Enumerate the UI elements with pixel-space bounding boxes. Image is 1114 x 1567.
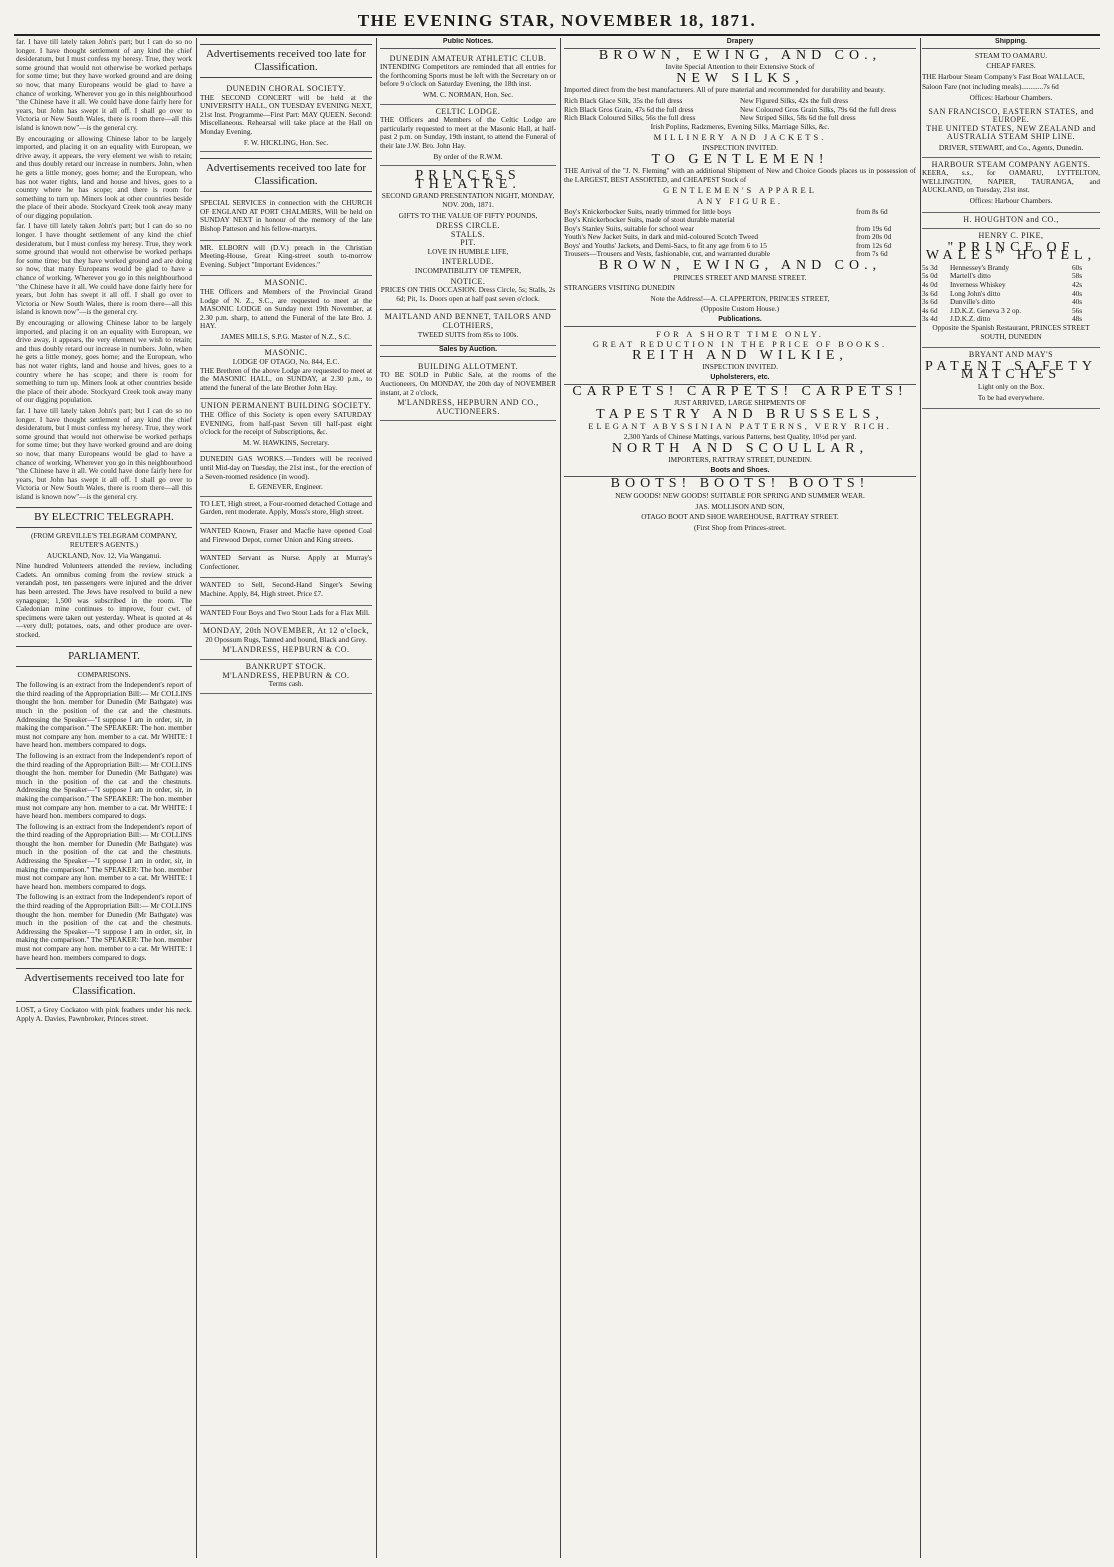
table-cell: 5s 3d (922, 262, 938, 272)
ad-union (200, 399, 372, 452)
table-cell: Rich Black Glace Silk, 35s the full dress (564, 95, 683, 105)
ad-title: BUILDING ALLOTMENT. (417, 361, 518, 371)
table-cell: New Coloured Gros Grain Silks, 79s 6d the full dress (740, 104, 897, 114)
parliament-text: The following is an extract from the Independent's report of the third reading of the Appropriation Bill:— Mr COLLINS thought the hon. member for Dunedin (Mr Bathgate) was much in the position of the cat and the chestnuts. Addressing the Speaker—"I suppose I am in order, sir, in making the comparison." The SPEAKER: The hon. member must not compare any hon. member to a cat. Mr WHITE: I have heard hon. members compared to dogs. (16, 821, 192, 891)
custom-house: (Opposite Custom House.) (700, 304, 780, 314)
table-cell: Inverness Whiskey (950, 280, 1006, 290)
table-cell: Boy's Stanley Suits, suitable for school wear (564, 223, 695, 233)
boys-table (564, 208, 916, 260)
table-cell: 3s 6d (922, 297, 938, 307)
ad-athletic (380, 52, 556, 105)
body-text: far. I have till lately taken John's part; but I can do so no longer. I have thought settlement of any kind the chief desideratum, but I must confess my heresy. True, they work some ground that would not otherwise be worked perhaps for some time; but they have worked ground and are doing so now, that many Europeans would be glad to have a chance of working. Wherever you go in this neighbourhood "the Chinese have it all. We could have done fairly here for years, but John has swept it all off. I shall go over to Victoria or New South Wales, there is room there—all this island is known now"—is the general cry. (16, 38, 192, 132)
ad-text: WANTED to Sell, Second-Hand Singer's Sewing Machine. Apply, 84, High street. Price £7. (200, 580, 372, 598)
ad-wanted (200, 551, 372, 578)
firm-name: BROWN, EWING, AND CO., (598, 47, 882, 63)
pit: PIT. (460, 238, 476, 248)
ad-terms: Terms cash. (268, 679, 304, 689)
late-heading: Advertisements received too late for Classification. (200, 158, 372, 192)
table-cell: New Figured Silks, 42s the full dress (740, 95, 849, 105)
table-cell: Boy's Knickerbocker Suits, made of stout durable material (564, 215, 735, 225)
section-boots: Boots and Shoes. (564, 467, 916, 478)
table-cell: from 20s 0d (856, 232, 892, 242)
ad-text: THE Office of this Society is open every SATURDAY EVENING, from half-past Seven till half-past eight o'clock for the receipt of Subscriptions, &c. (200, 410, 372, 437)
hotel-name: "PRINCE OF WALES" HOTEL, (925, 239, 1097, 264)
parliament-sub: COMPARISONS. (77, 669, 131, 679)
ad-wanted (200, 524, 372, 551)
ad-theatre (380, 166, 556, 310)
inspection: INSPECTION INVITED. (702, 142, 778, 152)
ad-title: MONDAY, 20th NOVEMBER, At 12 o'clock, (202, 626, 370, 636)
table-cell: Dunville's ditto (950, 297, 995, 307)
offices: Offices: Harbour Chambers. (969, 92, 1053, 102)
ad-title: DUNEDIN AMATEUR ATHLETIC CLUB. (389, 53, 547, 63)
table-cell: Long John's ditto (950, 288, 1001, 298)
ad-masonic-2 (200, 346, 372, 399)
table-cell: 40s (1072, 288, 1083, 298)
section-upholsterers: Upholsterers, etc. (564, 374, 916, 385)
had: To be had everywhere. (977, 392, 1045, 402)
ad-wanted (200, 606, 372, 625)
section-public-notices: Public Notices. (380, 38, 556, 49)
irish: Irish Poplins, Radzmeres, Evening Silks, Marriage Silks, &c. (650, 121, 830, 131)
north-scoullar: NORTH AND SCOULLAR, (611, 440, 869, 456)
ad-title: SAN FRANCISCO, EASTERN STATES, and EUROPE. (928, 106, 1094, 125)
table-cell: J.D.K.Z. ditto (950, 314, 991, 324)
ad-title: MAITLAND AND BENNET, TAILORS AND CLOTHIERS, (384, 312, 552, 331)
tapestry: TAPESTRY AND BRUSSELS, (596, 406, 884, 422)
ad-subtitle: LODGE OF OTAGO, No. 844, E.C. (232, 357, 340, 367)
ad-hotel (922, 229, 1100, 348)
silk-table (564, 97, 916, 123)
reith-wilkie: REITH AND WILKIE, (632, 347, 848, 363)
parliament-heading: PARLIAMENT. (16, 646, 192, 667)
column-2 (200, 38, 377, 1558)
table-cell: 42s (1072, 280, 1083, 290)
table-cell: 56s (1072, 305, 1083, 315)
table-cell: 58s (1072, 271, 1083, 281)
table-cell: Martell's ditto (950, 271, 991, 281)
millinery: MILLINERY AND JACKETS. (653, 132, 827, 143)
mattings: 2,300 Yards of Chinese Mattings, various Patterns, best Quality, 10½d per yard. (623, 431, 857, 441)
dress-circle: DRESS CIRCLE. (436, 221, 500, 231)
ad-title: THE UNITED STATES, NEW ZEALAND and AUSTRALIA STEAM SHIP LINE. (926, 123, 1096, 142)
strangers: STRANGERS VISITING DUNEDIN (564, 283, 675, 293)
column-3 (380, 38, 561, 1558)
interlude: INTERLUDE. (442, 257, 494, 267)
table-cell: Hennessey's Brandy (950, 262, 1010, 272)
ad-masonic (200, 276, 372, 346)
ad-title: BANKRUPT STOCK. (245, 661, 327, 671)
ad-text: THE Officers and Members of the Celtic Lodge are particularly requested to meet at the Masonic Hall, at half-past 2 p.m. on Sunday, 19th instant, to attend the Funeral of their late J.W. Bro. John Hay. (380, 115, 556, 150)
ad-auctioneer: M'LANDRESS, HEPBURN & CO. (222, 670, 350, 680)
ad-title: DUNEDIN CHORAL SOCIETY. (226, 84, 346, 93)
ad-text: WANTED Four Boys and Two Stout Lads for a Flax Mill. (200, 607, 370, 617)
ad-signature: By order of the R.W.M. (433, 151, 503, 161)
ad-title: H. HOUGHTON and CO., (963, 214, 1059, 224)
theatre-sub: SECOND GRAND PRESENTATION NIGHT, MONDAY, NOV. 20th, 1871. (381, 191, 555, 209)
princes-street: PRINCES STREET AND MANSE STREET. (673, 272, 807, 282)
abyssinian: ELEGANT ABYSSINIAN PATTERNS, VERY RICH. (588, 421, 892, 432)
ad-choral (200, 82, 372, 152)
theatre-gifts: GIFTS TO THE VALUE OF FIFTY POUNDS, (398, 210, 538, 220)
ad-text: WANTED Known, Fraser and Macfie have opened Coal and Firewood Depot, corner Union and King streets. (200, 525, 372, 544)
column-1 (16, 38, 197, 1558)
table-cell: Boys' and Youths' Jackets, and Demi-Sacs, to fit any age from 6 to 15 (564, 240, 767, 250)
price-table (922, 264, 1100, 324)
ad-wanted (200, 497, 372, 524)
ad-bankrupt (200, 660, 372, 694)
table-cell: Boy's Knickerbocker Suits, neatly trimmed for little boys (564, 206, 732, 216)
ad-text: THE SECOND CONCERT will be held at the UNIVERSITY HALL, ON TUESDAY EVENING NEXT, 21st Inst. Programme—First Part: MAY QUEEN. Second: Miscellaneous. Rehearsal will take place at the Hall on Monday Evening. (200, 92, 372, 136)
telegraph-heading: BY ELECTRIC TELEGRAPH. (16, 507, 192, 528)
column-5 (922, 38, 1100, 1558)
apparel: GENTLEMEN'S APPAREL (663, 185, 817, 196)
ad-text: SPECIAL SERVICES in connection with the CHURCH OF ENGLAND AT PORT CHALMERS, Will be held on SUNDAY NEXT in honour of the memory of the late Bishop Patteson and his fellow-martyrs. (200, 198, 372, 233)
table-cell: 4s 0d (922, 280, 938, 290)
cheap: CHEAP FARES. (986, 61, 1036, 71)
body-text: By encouraging or allowing Chinese labor to be largely imported, and placing it on an equality with European, we drive away, it appears, the very element we wish to retain; and thus doubly retard our increase in numbers. John, when he gets a little money, goes home; and the European, who has not water rights, land and house and hives, goes to a country where he has scope; and there is room for something to turn up. Miners look at other countries beside the place of their abode. Stockyard Creek took away many of our digging population. (16, 133, 192, 220)
telegraph-source: (FROM GREVILLE'S TELEGRAM COMPANY, REUTER'S AGENTS.) (31, 531, 177, 550)
ad-auction (200, 624, 372, 660)
ad-text: TO LET, High street, a Four-roomed detached Cottage and Garden, rent moderate. Apply, Moss's store, High street. (200, 498, 372, 517)
ad-title: MASONIC. (264, 348, 308, 358)
ad-celtic (380, 105, 556, 167)
body-text: far. I have till lately taken John's part; but I can do so no longer. I have thought settlement of any kind the chief desideratum, but I must confess my heresy. True, they work some ground that would not otherwise be worked perhaps for some time; but they have worked ground and are doing so now, that many Europeans would be glad to have a chance of working. Wherever you go in this neighbourhood "the Chinese have it all. We could have done fairly here for years, but John has swept it all off. I shall go over to Victoria or New South Wales, there is room there—all this island is known now"—is the general cry. (16, 405, 192, 501)
section-shipping: Shipping. (922, 38, 1100, 49)
ad-text: THE Officers and Members of the Provincial Grand Lodge of N. Z., S.C., are requested to meet at the MASONIC LODGE on Sunday next 19th November, at 2.30 p.m. sharp, to attend the Funeral of the late Bro. J. HAY. (200, 286, 372, 331)
telegraph-dateline: AUCKLAND, Nov. 12, Via Wanganui. (46, 550, 162, 560)
invite: Invite Special Attention to their Extensive Stock of (665, 62, 815, 72)
clapperton: Note the Address!—A. CLAPPERTON, PRINCES STREET, (650, 293, 830, 303)
table-cell: 5s 0d (922, 271, 938, 281)
boots: BOOTS! BOOTS! BOOTS! (610, 476, 870, 492)
ad-title: CELTIC LODGE. (435, 106, 501, 116)
table-cell: 48s (1072, 314, 1083, 324)
column-4 (564, 38, 921, 1558)
ad-signature: WM. C. NORMAN, Hon. Sec. (422, 89, 514, 99)
notice-title: NOTICE. (450, 276, 486, 286)
parliament-text: The following is an extract from the Independent's report of the third reading of the Appropriation Bill:— Mr COLLINS thought the hon. member for Dunedin (Mr Bathgate) was much in the position of the cat and the chestnuts. Addressing the Speaker—"I suppose I am in order, sir, in making the comparison." The SPEAKER: The hon. member must not compare any hon. member to a cat. Mr WHITE: I have heard hon. members compared to dogs. (16, 892, 192, 962)
ad-signature: DRIVER, STEWART, and Co., Agents, Dunedin. (938, 142, 1084, 152)
ad-signature: JAMES MILLS, S.P.G. Master of N.Z., S.C. (221, 331, 351, 341)
gentlemen-title: TO GENTLEMEN! (651, 151, 829, 167)
ad-tailors (380, 310, 556, 346)
late-ad: LOST, a Grey Cockatoo with pink feathers under his neck. Apply A. Davies, Pawnbroker, Princes street. (16, 1005, 192, 1023)
first-shop: (First Shop from Princes-street. (693, 522, 786, 532)
late-heading: Advertisements received too late for Classification. (16, 968, 192, 1002)
importers: IMPORTERS, RATTRAY STREET, DUNEDIN. (668, 455, 812, 465)
offices: Offices: Harbour Chambers. (969, 195, 1053, 205)
mollison: JAS. MOLLISON AND SON, (695, 501, 785, 511)
new-goods: NEW GOODS! NEW GOODS! SUITABLE FOR SPRING AND SUMMER WEAR. (615, 490, 865, 500)
ad-services (200, 196, 372, 240)
ad-houghton (922, 213, 1100, 230)
table-cell: 4s 6d (922, 305, 938, 315)
imported: Imported direct from the best manufacturers. All of pure material and recommended for durability and beauty. (564, 85, 886, 95)
reduction: GREAT REDUCTION IN THE PRICE OF BOOKS. (592, 339, 888, 350)
table-cell: from 19s 6d (856, 223, 892, 233)
ad-wanted (200, 578, 372, 605)
arrived: JUST ARRIVED, LARGE SHIPMENTS OF (674, 398, 806, 408)
late-heading: Advertisements received too late for Classification. (200, 44, 372, 78)
ad-gas (200, 452, 372, 496)
ad-elborn (200, 241, 372, 277)
ad-signature: F. W. HICKLING, Hon. Sec. (243, 137, 329, 147)
ad-text: DUNEDIN GAS WORKS.—Tenders will be received until Mid-day on Tuesday, the 21st inst., for the erection of a Seven-roomed residence (in wood). (200, 454, 372, 481)
stalls: STALLS. (450, 229, 486, 239)
ad-text: WANTED Servant as Nurse. Apply at Murray's Confectioner. (200, 553, 372, 571)
table-cell: 3s 4d (922, 314, 938, 324)
table-cell: Rich Black Coloured Silks, 56s the full dress (564, 113, 696, 123)
table-cell: J.D.K.Z. Geneva 3 2 op. (950, 305, 1022, 315)
ad-auctioneer: M'LANDRESS, HEPBURN & CO. (222, 645, 350, 655)
telegraph-text: Nine hundred Volunteers attended the review, including Cadets. An omnibus coming from the review struck a verandah post, ten passengers were injured and the driver has been arrested. The Jews have resolved to build a new synagogue; 1,500 was subscribed in the room. The Caledonian mine continues to improve, four cwt. of specimens were taken out yesterday. Wheat is quoted at 4s—very dull; potatoes, oats, and other produce are over-stocked. (16, 561, 192, 639)
prices: PRICES ON THIS OCCASION. Dress Circle, 5s; Stalls, 2s 6d; Pit, 1s. Doors open at half past seven o'clock. (380, 285, 556, 303)
ad-text: TO BE SOLD in Public Sale, at the rooms of the Auctioneers, On MONDAY, the 20th day of NOVEMBER instant, at 2 o'clock, (380, 370, 556, 397)
ad-text: INTENDING Competitors are reminded that all entries for the forthcoming Sports must be left with the Secretary on or before 9 o'clock on Saturday Evening, the 18th inst. (380, 62, 556, 89)
ad-text: 20 Opossum Rugs, Tanned and bound, Black and Grey. (205, 634, 367, 644)
firm-name-2: BROWN, EWING, AND CO., (598, 258, 882, 274)
ad-auctioneer: M'LANDRESS, HEPBURN AND CO., AUCTIONEERS. (397, 398, 539, 416)
theatre-title: PRINCESS THEATRE. (415, 168, 521, 192)
table-cell: Youth's New Jacket Suits, in dark and mid-coloured Scotch Tweed (564, 232, 759, 242)
table-cell: from 12s 6d (856, 240, 892, 250)
drama: LOVE IN HUMBLE LIFE, (427, 246, 509, 256)
table-cell: 3s 6d (922, 288, 938, 298)
inspection-2: INSPECTION INVITED. (702, 362, 778, 372)
comedietta: INCOMPATIBILITY OF TEMPER, (414, 266, 522, 276)
carpets: CARPETS! CARPETS! CARPETS! (572, 383, 908, 399)
ad-text: KEERA, s.s., for OAMARU, LYTTELTON, WELLINGTON, NAPIER, TAURANGA, and AUCKLAND, on Tuesday, 21st inst. (922, 168, 1100, 195)
table-cell: Trousers—Trousers and Vests, fashionable, cut, and warranted durable (564, 249, 771, 259)
parliament-text: The following is an extract from the Independent's report of the third reading of the Appropriation Bill:— Mr COLLINS thought the hon. member for Dunedin (Mr Bathgate) was much in the position of the cat and the chestnuts. Addressing the Speaker—"I suppose I am in order, sir, in making the comparison." The SPEAKER: The hon. member must not compare any hon. member to a cat. Mr WHITE: I have heard hon. members compared to dogs. (16, 680, 192, 750)
ad-sf (922, 105, 1100, 158)
ad-title: UNION PERMANENT BUILDING SOCIETY. (200, 401, 372, 411)
table-cell: 60s (1072, 262, 1083, 272)
ad-allotment (380, 360, 556, 422)
body-text: By encouraging or allowing Chinese labor to be largely imported, and placing it on an equality with European, we drive away, it appears, the very element we wish to retain; and thus doubly retard our increase in numbers. John, when he gets a little money, goes home; and the European, who has not water rights, land and house and hives, goes to a country where he has scope; and there is room for something to turn up. Miners look at other countries beside the place of their abode. Stockyard Creek took away many of our digging population. (16, 318, 192, 405)
section-drapery: Drapery (564, 38, 916, 49)
wallace: THE Harbour Steam Company's Fast Boat WALLACE, (922, 71, 1085, 81)
ad-text: MR. ELBORN will (D.V.) preach in the Christian Meeting-House, Great King-street south to-morrow Evening. Subject "Important Evidences." (200, 242, 372, 269)
ad-signature: M. W. HAWKINS, Secretary. (242, 437, 330, 447)
section-sales: Sales by Auction. (380, 346, 556, 357)
table-cell: Rich Black Gros Grain, 47s 6d the full dress (564, 104, 694, 114)
saloon: Saloon Fare (not including meals)............7s 6d (922, 82, 1059, 92)
short-time: FOR A SHORT TIME ONLY. (656, 328, 824, 339)
light: Light only on the Box. (977, 382, 1045, 391)
ad-title: HENRY C. PIKE, (978, 231, 1044, 241)
opposite: Opposite the Spanish Restaurant, PRINCES STREET SOUTH, DUNEDIN (932, 323, 1090, 341)
table-cell: from 8s 6d (856, 206, 888, 216)
gentlemen-text: THE Arrival of the "J. N. Fleming" with an additional Shipment of New and Choice Goods places us in possession of the LARGEST, BEST ASSORTED, and CHEAPEST Stock of (564, 166, 916, 184)
ad-harbour (922, 158, 1100, 213)
masthead: THE EVENING STAR, NOVEMBER 18, 1871. (14, 8, 1100, 36)
ad-title: MASONIC. (264, 278, 308, 288)
any-figure: ANY FIGURE. (696, 195, 784, 206)
section-publications: Publications. (564, 316, 916, 327)
patent: PATENT SAFETY MATCHES (925, 358, 1097, 383)
warehouse: OTAGO BOOT AND SHOE WAREHOUSE, RATTRAY STREET. (641, 512, 839, 522)
tweed: TWEED SUITS from 85s to 100s. (417, 329, 519, 339)
ad-title: HARBOUR STEAM COMPANY AGENTS. (931, 159, 1091, 169)
new-silks: NEW SILKS, (676, 70, 804, 86)
body-text: far. I have till lately taken John's part; but I can do so no longer. I have thought settlement of any kind the chief desideratum, but I must confess my heresy. True, they work some ground that would not otherwise be worked perhaps for some time; but they have worked ground and are doing so now, that many Europeans would be glad to have a chance of working. Wherever you go in this neighbourhood "the Chinese have it all. We could have done fairly here for years, but John has swept it all off. I shall go over to Victoria or New South Wales, there is room there—all this island is known now"—is the general cry. (16, 221, 192, 317)
table-cell: New Striped Silks, 58s 6d the full dress (740, 113, 856, 123)
parliament-text: The following is an extract from the Independent's report of the third reading of the Appropriation Bill:— Mr COLLINS thought the hon. member for Dunedin (Mr Bathgate) was much in the position of the cat and the chestnuts. Addressing the Speaker—"I suppose I am in order, sir, in making the comparison." The SPEAKER: The hon. member must not compare any hon. member to a cat. Mr WHITE: I have heard hon. members compared to dogs. (16, 750, 192, 821)
ad-matches (922, 348, 1100, 409)
ad-text: THE Brethren of the above Lodge are requested to meet at the MASONIC HALL, on SUNDAY, at 2.30 p.m., to attend the funeral of the late Brother John Hay. (200, 365, 372, 392)
table-cell: from 7s 6d (856, 249, 888, 259)
steam: STEAM TO OAMARU. (974, 50, 1048, 60)
table-cell: 40s (1072, 297, 1083, 307)
ad-title: BRYANT AND MAY'S (968, 350, 1054, 360)
ad-signature: E. GENEVER, Engineer. (249, 482, 323, 492)
